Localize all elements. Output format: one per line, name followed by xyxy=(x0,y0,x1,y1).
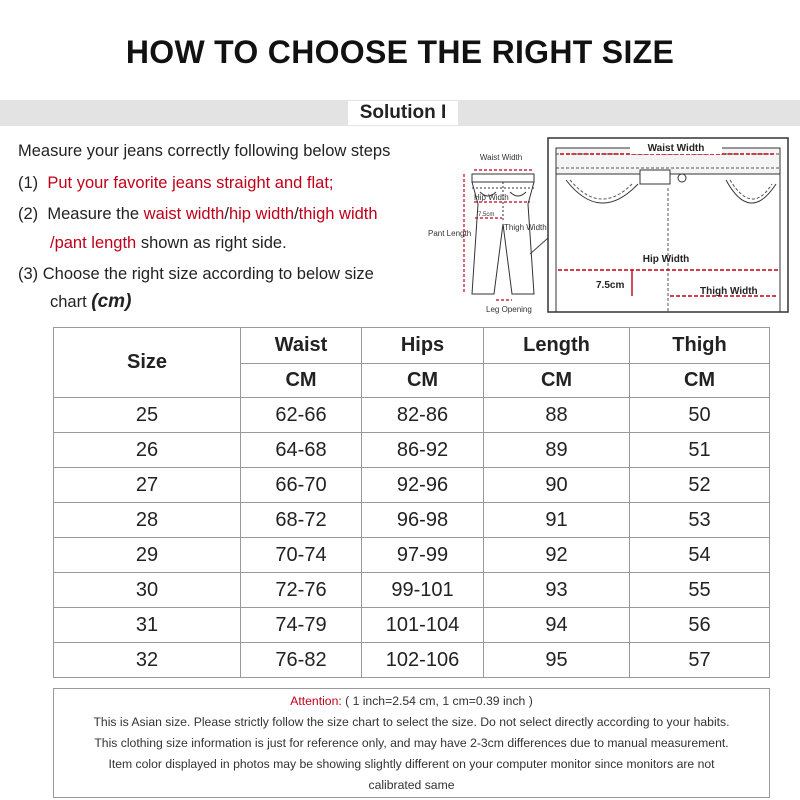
connector-line xyxy=(530,238,548,254)
cell-length: 89 xyxy=(484,433,630,468)
notes-box xyxy=(53,688,770,798)
cell-thigh: 51 xyxy=(630,433,770,468)
step-3-text-b: chart xyxy=(50,293,87,311)
cell-size: 32 xyxy=(54,643,241,678)
diagram-hip-label: Hip Width xyxy=(474,193,509,202)
header-waist: Waist xyxy=(241,328,362,364)
instruction-step-1 xyxy=(18,174,334,193)
step-2-waist: waist width xyxy=(143,205,225,223)
step-2-pant-length: /pant length xyxy=(50,234,137,252)
table-row xyxy=(54,433,770,468)
detail-waist-label: Waist Width xyxy=(647,143,705,154)
cell-thigh: 53 xyxy=(630,503,770,538)
jeans-outline-icon xyxy=(472,174,534,294)
cell-length: 95 xyxy=(484,643,630,678)
attention-line xyxy=(54,691,769,712)
unit-hips: CM xyxy=(362,364,484,398)
detail-75-label: 7.5cm xyxy=(596,280,625,291)
diagram-waist-label: Waist Width xyxy=(479,153,523,162)
instruction-step-2 xyxy=(18,205,378,224)
section-band xyxy=(0,100,800,126)
table-row xyxy=(54,503,770,538)
jeans-measurement-diagram xyxy=(420,134,792,318)
cell-hips: 92-96 xyxy=(362,468,484,503)
cell-length: 92 xyxy=(484,538,630,573)
size-table xyxy=(53,327,770,678)
cell-length: 93 xyxy=(484,573,630,608)
cell-waist: 76-82 xyxy=(241,643,362,678)
note-line-1: This is Asian size. Please strictly follow the size chart to select the size. Do not select directly according to your habits. xyxy=(93,715,730,729)
section-label: Solution I xyxy=(348,101,458,125)
table-row xyxy=(54,608,770,643)
attention-text: ( 1 inch=2.54 cm, 1 cm=0.39 inch ) xyxy=(341,694,533,708)
note-line-4: calibrated same xyxy=(368,778,455,792)
cell-length: 88 xyxy=(484,398,630,433)
cell-length: 91 xyxy=(484,503,630,538)
table-row xyxy=(54,643,770,678)
instruction-step-3-cont xyxy=(50,291,131,313)
unit-length: CM xyxy=(484,364,630,398)
detail-thigh-label: Thigh Width xyxy=(700,286,758,297)
note-line-2: This clothing size information is just for reference only, and may have 2-3cm differences due to manual measurement. xyxy=(94,736,729,750)
instructions-intro: Measure your jeans correctly following below steps xyxy=(18,142,391,160)
cell-hips: 82-86 xyxy=(362,398,484,433)
attention-label: Attention: xyxy=(290,694,342,708)
cell-thigh: 52 xyxy=(630,468,770,503)
cell-size: 28 xyxy=(54,503,241,538)
cell-size: 30 xyxy=(54,573,241,608)
cell-hips: 99-101 xyxy=(362,573,484,608)
cell-length: 90 xyxy=(484,468,630,503)
header-hips: Hips xyxy=(362,328,484,364)
step-2-slash-1: / xyxy=(224,205,229,223)
step-1-number: (1) xyxy=(18,174,39,192)
cell-hips: 97-99 xyxy=(362,538,484,573)
diagram-pant-length-label: Pant Length xyxy=(428,229,472,238)
table-row xyxy=(54,538,770,573)
note-line-3: Item color displayed in photos may be showing slightly different on your computer monitor since monitors are not xyxy=(108,757,715,771)
cell-size: 26 xyxy=(54,433,241,468)
cell-size: 29 xyxy=(54,538,241,573)
cell-waist: 74-79 xyxy=(241,608,362,643)
cell-waist: 64-68 xyxy=(241,433,362,468)
step-2-thigh: thigh width xyxy=(298,205,378,223)
cell-waist: 66-70 xyxy=(241,468,362,503)
cell-length: 94 xyxy=(484,608,630,643)
header-length: Length xyxy=(484,328,630,364)
instruction-step-3: (3) Choose the right size according to below size xyxy=(18,265,374,283)
step-1-text: Put your favorite jeans straight and flat; xyxy=(47,174,334,192)
header-thigh: Thigh xyxy=(630,328,770,364)
page-title: HOW TO CHOOSE THE RIGHT SIZE xyxy=(125,34,675,70)
cell-size: 31 xyxy=(54,608,241,643)
cell-thigh: 55 xyxy=(630,573,770,608)
step-2-number: (2) xyxy=(18,205,39,223)
table-row xyxy=(54,398,770,433)
table-header-row xyxy=(54,328,770,364)
cell-waist: 62-66 xyxy=(241,398,362,433)
cell-hips: 102-106 xyxy=(362,643,484,678)
cell-thigh: 56 xyxy=(630,608,770,643)
size-header: Size xyxy=(54,328,241,398)
step-2-text-b: shown as right side. xyxy=(136,234,287,252)
unit-label: (cm) xyxy=(91,291,132,312)
cell-size: 25 xyxy=(54,398,241,433)
diagram-leg-opening-label: Leg Opening xyxy=(486,305,532,314)
cell-waist: 68-72 xyxy=(241,503,362,538)
cell-thigh: 57 xyxy=(630,643,770,678)
unit-thigh: CM xyxy=(630,364,770,398)
cell-hips: 96-98 xyxy=(362,503,484,538)
step-2-hip: hip width xyxy=(228,205,295,223)
detail-hip-label: Hip Width xyxy=(642,254,690,265)
cell-hips: 86-92 xyxy=(362,433,484,468)
cell-size: 27 xyxy=(54,468,241,503)
step-2-text-a: Measure the xyxy=(47,205,144,223)
cell-waist: 70-74 xyxy=(241,538,362,573)
instruction-step-2-cont xyxy=(50,234,287,253)
size-rows xyxy=(54,398,770,678)
unit-waist: CM xyxy=(241,364,362,398)
cell-thigh: 50 xyxy=(630,398,770,433)
table-row xyxy=(54,573,770,608)
diagram-75-small: 7.5cm xyxy=(478,212,495,218)
cell-thigh: 54 xyxy=(630,538,770,573)
table-row xyxy=(54,468,770,503)
diagram-thigh-label: Thigh Width xyxy=(504,223,547,232)
cell-hips: 101-104 xyxy=(362,608,484,643)
step-2-slash-2: / xyxy=(294,205,299,223)
cell-waist: 72-76 xyxy=(241,573,362,608)
